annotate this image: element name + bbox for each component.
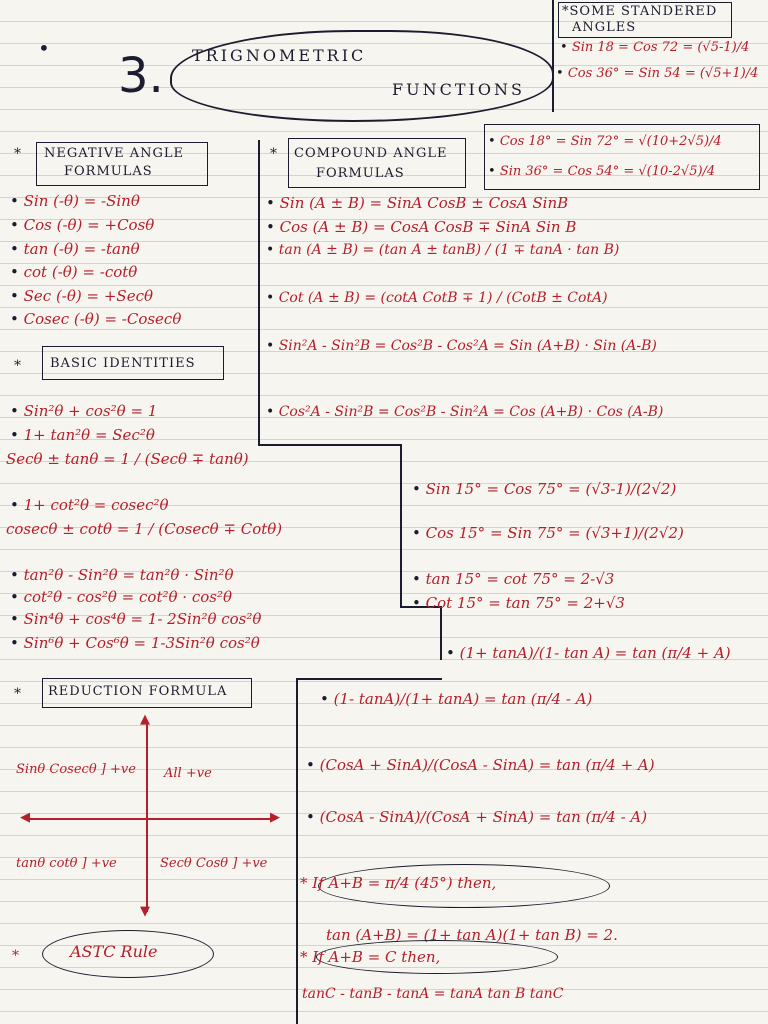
identity-cot-cosec: • 1+ cot²θ = cosec²θ xyxy=(10,496,169,514)
standard-angle-cos18: • Cos 18° = Sin 72° = √(10+2√5)/4 xyxy=(488,134,722,149)
standard-angle-cos36: • Cos 36° = Sin 54 = (√5+1)/4 xyxy=(556,66,758,81)
quadrant-4-label: Secθ Cosθ ] +ve xyxy=(160,856,268,871)
tan-pi4-minus: • (1- tanA)/(1+ tanA) = tan (π/4 - A) xyxy=(320,690,592,708)
compound-angle-heading-line1: COMPOUND ANGLE xyxy=(294,146,448,161)
identity-tan-sin: • tan²θ - Sin²θ = tan²θ · Sin²θ xyxy=(10,566,234,584)
divider-step-1 xyxy=(258,444,402,446)
compound-tan: • tan (A ± B) = (tan A ± tanB) / (1 ∓ tanA · tan B) xyxy=(266,242,619,258)
compound-sin: • Sin (A ± B) = SinA CosB ± CosA SinB xyxy=(266,194,568,212)
condition-1-result: tan (A+B) = (1+ tan A)(1+ tan B) = 2. xyxy=(326,926,618,944)
standard-angles-heading-line2: ANGLES xyxy=(572,20,637,35)
negative-angle-cosec: • Cosec (-θ) = -Cosecθ xyxy=(10,310,181,328)
compound-cos: • Cos (A ± B) = CosA CosB ∓ SinA Sin B xyxy=(266,218,576,236)
axis-vertical xyxy=(146,722,148,912)
divider-lower-vertical xyxy=(296,678,298,1024)
divider-step-1-down xyxy=(400,444,402,608)
condition-1: * If A+B = π/4 (45°) then, xyxy=(300,874,497,892)
special-cos15: • Cos 15° = Sin 75° = (√3+1)/(2√2) xyxy=(412,524,684,542)
negative-angle-sin: • Sin (-θ) = -Sinθ xyxy=(10,192,140,210)
compound-sin-squared-diff: • Sin²A - Sin²B = Cos²B - Cos²A = Sin (A+B) · Sin (A-B) xyxy=(266,338,657,354)
tan-cos-sin-minus: • (CosA - SinA)/(CosA + SinA) = tan (π/4 - A) xyxy=(306,808,647,826)
identity-sin6-cos6: • Sin⁶θ + Cos⁶θ = 1-3Sin²θ cos²θ xyxy=(10,634,260,652)
compound-cot: • Cot (A ± B) = (cotA CotB ∓ 1) / (CotB ± CotA) xyxy=(266,290,608,306)
bullet-mark: • xyxy=(38,36,50,60)
divider-main-vertical xyxy=(258,140,260,444)
divider-step-3 xyxy=(298,678,442,680)
special-cot15: • Cot 15° = tan 75° = 2+√3 xyxy=(412,594,625,612)
negative-angle-cos: • Cos (-θ) = +Cosθ xyxy=(10,216,154,234)
condition-2: * If A+B = C then, xyxy=(300,948,441,966)
identity-sec-tan: Secθ ± tanθ = 1 / (Secθ ∓ tanθ) xyxy=(6,450,249,468)
identity-sin4-cos4: • Sin⁴θ + cos⁴θ = 1- 2Sin²θ cos²θ xyxy=(10,610,261,628)
axis-horizontal xyxy=(26,818,276,820)
divider-standard-angles xyxy=(552,0,554,112)
chapter-number: 3. xyxy=(118,48,164,104)
section-star: * xyxy=(14,358,21,374)
quadrant-3-label: tanθ cotθ ] +ve xyxy=(16,856,117,871)
tan-cos-sin-plus: • (CosA + SinA)/(CosA - SinA) = tan (π/4 + A) xyxy=(306,756,655,774)
tan-pi4-plus: • (1+ tanA)/(1- tan A) = tan (π/4 + A) xyxy=(446,644,731,662)
divider-step-2-down xyxy=(440,606,442,660)
standard-angle-sin18: • Sin 18 = Cos 72 = (√5-1)/4 xyxy=(560,40,749,55)
compound-angle-heading-line2: FORMULAS xyxy=(316,166,405,181)
compound-cos-squared-diff: • Cos²A - Sin²B = Cos²B - Sin²A = Cos (A+B) · Cos (A-B) xyxy=(266,404,663,420)
special-tan15: • tan 15° = cot 75° = 2-√3 xyxy=(412,570,614,588)
condition-2-result: tanC - tanB - tanA = tanA tan B tanC xyxy=(302,986,564,1002)
title-cloud xyxy=(170,30,554,122)
reduction-heading: REDUCTION FORMULA xyxy=(48,684,228,699)
identity-sin-cos: • Sin²θ + cos²θ = 1 xyxy=(10,402,157,420)
section-star: * xyxy=(14,146,21,162)
standard-angles-cos-box xyxy=(484,124,760,190)
axis-arrow-down: ▼ xyxy=(140,904,150,919)
axis-arrow-left: ◀ xyxy=(20,810,30,825)
section-star: * xyxy=(270,146,277,162)
axis-arrow-up: ▲ xyxy=(140,712,150,727)
identity-tan-sec: • 1+ tan²θ = Sec²θ xyxy=(10,426,155,444)
axis-arrow-right: ▶ xyxy=(270,810,280,825)
section-star: * xyxy=(12,948,19,964)
astc-rule: ASTC Rule xyxy=(70,942,158,961)
identity-cot-cos: • cot²θ - cos²θ = cot²θ · cos²θ xyxy=(10,588,232,606)
negative-angle-tan: • tan (-θ) = -tanθ xyxy=(10,240,140,258)
section-star: * xyxy=(14,686,21,702)
basic-identities-heading: BASIC IDENTITIES xyxy=(50,356,196,371)
standard-angle-sin36: • Sin 36° = Cos 54° = √(10-2√5)/4 xyxy=(488,164,715,179)
quadrant-1-label: All +ve xyxy=(164,766,212,781)
negative-angle-heading-line2: FORMULAS xyxy=(64,164,153,179)
standard-angles-heading-line1: *SOME STANDERED xyxy=(562,4,718,19)
page-title-line2: FUNCTIONS xyxy=(392,80,525,99)
special-sin15: • Sin 15° = Cos 75° = (√3-1)/(2√2) xyxy=(412,480,676,498)
page-title-line1: TRIGNOMETRIC xyxy=(192,46,367,65)
quadrant-2-label: Sinθ Cosecθ ] +ve xyxy=(16,762,136,777)
identity-cosec-cot: cosecθ ± cotθ = 1 / (Cosecθ ∓ Cotθ) xyxy=(6,520,283,538)
negative-angle-cot: • cot (-θ) = -cotθ xyxy=(10,263,137,281)
negative-angle-heading-line1: NEGATIVE ANGLE xyxy=(44,146,185,161)
negative-angle-sec: • Sec (-θ) = +Secθ xyxy=(10,287,153,305)
